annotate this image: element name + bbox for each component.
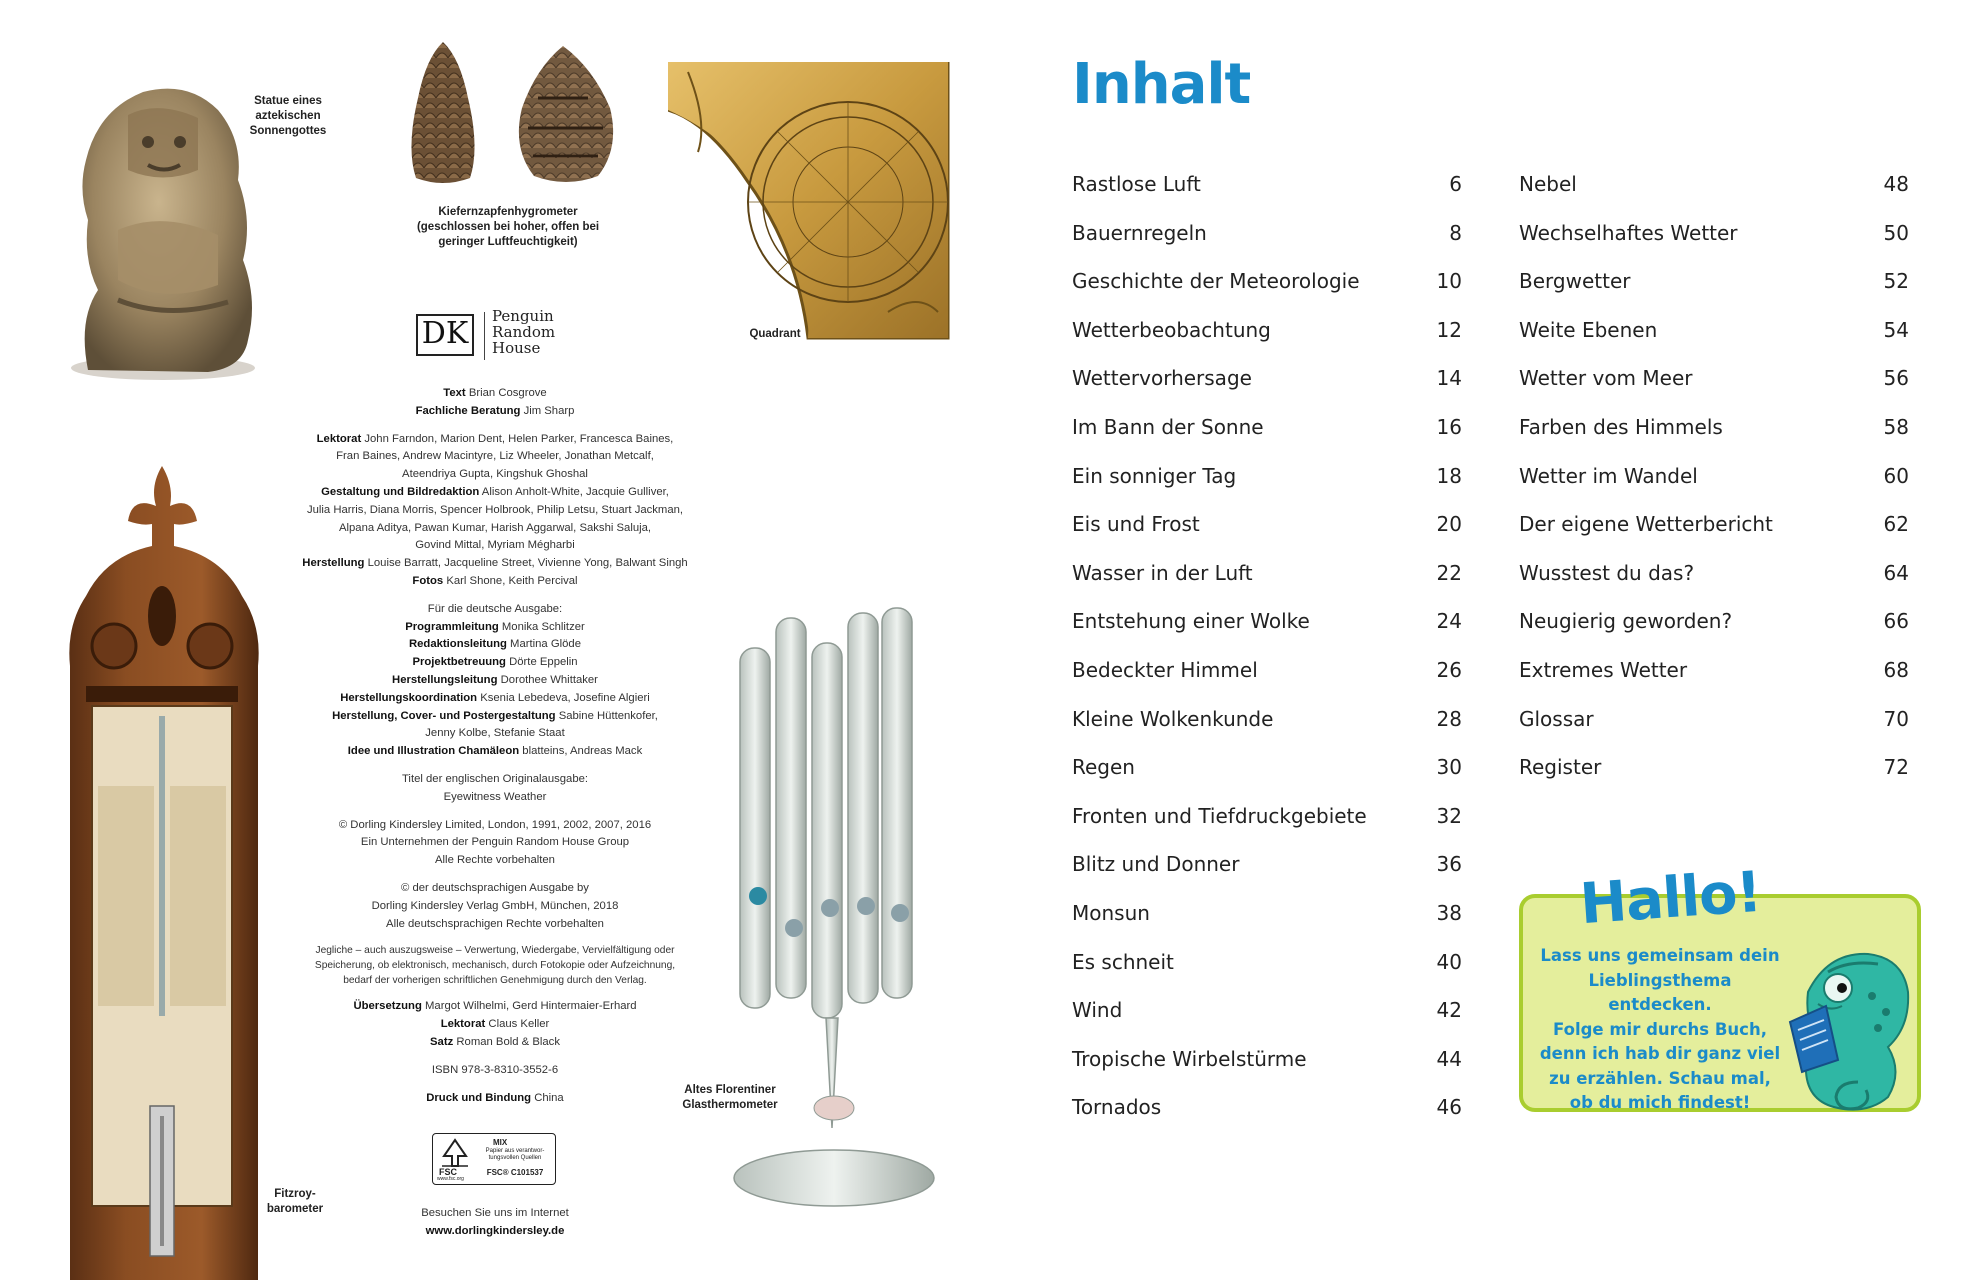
hallo-text: [1536, 944, 1784, 1116]
toc-entry-title: Extremes Wetter: [1519, 657, 1688, 682]
copyright-line: © der deutschsprachigen Ausgabe by: [401, 881, 589, 894]
toc-entry-page: 16: [1436, 414, 1462, 439]
barometer-caption-line: barometer: [266, 1203, 324, 1215]
credit-lektorat-2: Lektorat Claus Keller: [440, 1018, 550, 1031]
website-url: www.dorlingkindersley.de: [425, 1224, 565, 1237]
toc-entry-title: Ein sonniger Tag: [1072, 463, 1237, 488]
orig-title-value: Eyewitness Weather: [443, 790, 547, 803]
toc-title: Inhalt: [1072, 52, 1251, 117]
fsc-code: FSC® C101537: [486, 1168, 544, 1177]
toc-entry-title: Wechselhaftes Wetter: [1519, 220, 1738, 245]
toc-entry-page: 56: [1883, 366, 1909, 391]
toc-entry-title: Geschichte der Meteorologie: [1072, 269, 1360, 294]
credit-line: Alpana Aditya, Pawan Kumar, Harish Aggarwal, Sakshi Saluja,: [338, 521, 652, 534]
toc-entry[interactable]: [1519, 213, 1909, 262]
credits-main: [265, 385, 725, 421]
credit-satz: Satz Roman Bold & Black: [430, 1035, 560, 1048]
fitzroy-barometer-image: [62, 466, 262, 1280]
orig-title-label: Titel der englischen Originalausgabe:: [401, 772, 589, 785]
toc-entry[interactable]: [1519, 504, 1909, 553]
toc-entry[interactable]: [1072, 601, 1462, 650]
toc-entry[interactable]: [1072, 1087, 1462, 1136]
toc-entry[interactable]: [1072, 796, 1462, 845]
credit-print: Druck und Bindung China: [426, 1091, 564, 1104]
credit-hl: Herstellungsleitung Dorothee Whittaker: [392, 673, 598, 686]
toc-entry-page: 22: [1436, 560, 1462, 585]
toc-entry-title: Entstehung einer Wolke: [1072, 609, 1310, 634]
toc-entry-title: Bedeckter Himmel: [1072, 657, 1258, 682]
toc-entry-page: 20: [1436, 512, 1462, 537]
toc-entry[interactable]: [1519, 601, 1909, 650]
toc-entry-page: 46: [1436, 1095, 1462, 1120]
toc-entry-title: Bauernregeln: [1072, 220, 1207, 245]
hallo-line: Folge mir durchs Buch,: [1553, 1019, 1767, 1039]
statue-caption: [238, 94, 338, 139]
toc-entry[interactable]: [1072, 650, 1462, 699]
legal-line: bedarf der vorherigen schriftlichen Genehmigung durch den Verlag.: [343, 975, 647, 987]
toc-entry[interactable]: [1072, 504, 1462, 553]
credit-cover: Herstellung, Cover- und Postergestaltung Sabine Hüttenkofer,: [332, 709, 658, 722]
fsc-logo: [432, 1133, 556, 1185]
prh-line: Penguin: [492, 307, 554, 325]
fsc-line: Papier aus verantwor-: [485, 1148, 545, 1154]
copyright-line: Dorling Kindersley Verlag GmbH, München, 2018: [371, 899, 619, 912]
toc-entry-title: Es schneit: [1072, 949, 1174, 974]
statue-caption-line: aztekischen: [255, 110, 321, 122]
credit-red: Redaktionsleitung Martina Glöde: [408, 638, 581, 651]
credits-german: [265, 601, 725, 761]
toc-entry-page: 60: [1883, 463, 1909, 488]
hallo-line: zu erzählen. Schau mal,: [1549, 1068, 1771, 1088]
credit-line: Jenny Kolbe, Stefanie Staat: [425, 727, 565, 740]
statue-caption-line: Statue eines: [254, 95, 322, 107]
toc-entry-title: Monsun: [1072, 900, 1150, 925]
toc-entry-page: 40: [1436, 949, 1462, 974]
toc-entry-page: 58: [1883, 414, 1909, 439]
copyright-line: Alle Rechte vorbehalten: [435, 854, 555, 867]
credit-translation: Übersetzung Margot Wilhelmi, Gerd Hintermaier-Erhard: [353, 1000, 637, 1013]
toc-entry-page: 44: [1436, 1046, 1462, 1071]
toc-entry-page: 50: [1883, 220, 1909, 245]
copyright-2: [265, 880, 725, 933]
toc-entry-page: 64: [1883, 560, 1909, 585]
thermometer-caption-line: Glasthermometer: [682, 1099, 778, 1111]
pinecone-caption-line: Kiefernzapfenhygrometer: [438, 206, 578, 218]
toc-entry-page: 42: [1436, 998, 1462, 1023]
toc-entry-title: Wetterbeobachtung: [1072, 317, 1271, 342]
toc-entry[interactable]: [1072, 456, 1462, 505]
toc-entry[interactable]: [1072, 990, 1462, 1039]
toc-entry-page: 14: [1436, 366, 1462, 391]
toc-entry[interactable]: [1072, 310, 1462, 359]
hallo-line: Lieblingsthema entdecken.: [1588, 970, 1732, 1014]
fsc-web: www.fsc.org: [437, 1176, 464, 1182]
credit-proj: Projektbetreuung Dörte Eppelin: [412, 656, 578, 669]
toc-entry[interactable]: [1519, 553, 1909, 602]
credits-team: [265, 431, 725, 591]
toc-right-column: [1519, 164, 1909, 796]
toc-entry-page: 54: [1883, 317, 1909, 342]
credit-design: Gestaltung und Bildredaktion Alison Anholt-White, Jacquie Gulliver,: [321, 485, 669, 498]
toc-entry[interactable]: [1072, 747, 1462, 796]
toc-entry[interactable]: [1072, 699, 1462, 748]
toc-left-column: [1072, 164, 1462, 1136]
hallo-line: ob du mich findest!: [1569, 1093, 1751, 1112]
fsc-line: tungsvollen Quellen: [488, 1155, 542, 1161]
quadrant-caption: Quadrant: [749, 328, 801, 340]
toc-entry-title: Rastlose Luft: [1072, 172, 1201, 196]
toc-entry-page: 36: [1436, 852, 1462, 877]
toc-entry[interactable]: [1072, 407, 1462, 456]
toc-entry-title: Wetter im Wandel: [1519, 463, 1698, 488]
toc-entry-page: 66: [1883, 609, 1909, 634]
toc-entry-page: 48: [1883, 172, 1909, 196]
toc-entry-page: 6: [1449, 172, 1462, 196]
aztec-statue-image: [58, 70, 258, 380]
toc-entry-page: 62: [1883, 512, 1909, 537]
credit-photos: Fotos Karl Shone, Keith Percival: [412, 574, 578, 587]
toc-entry-title: Kleine Wolkenkunde: [1072, 706, 1274, 731]
imprint-block: [265, 385, 725, 1117]
barometer-caption-line: Fitzroy-: [274, 1188, 316, 1200]
copyright-1: [265, 817, 725, 870]
toc-entry[interactable]: [1519, 650, 1909, 699]
thermometer-caption: [665, 1083, 795, 1113]
toc-entry-page: 72: [1883, 755, 1909, 780]
toc-entry[interactable]: [1072, 844, 1462, 893]
toc-entry-title: Nebel: [1519, 172, 1577, 196]
pinecone-caption-line: (geschlossen bei hoher, offen bei: [416, 221, 600, 233]
quadrant-image: [668, 62, 950, 340]
toc-entry-page: 32: [1436, 803, 1462, 828]
toc-entry-title: Regen: [1072, 755, 1135, 780]
prh-line: House: [492, 339, 541, 357]
pinecone-hygrometer-image: [388, 38, 628, 188]
toc-entry-page: 38: [1436, 900, 1462, 925]
toc-entry-page: 30: [1436, 755, 1462, 780]
logo-divider: [484, 312, 485, 360]
credit-prog: Programmleitung Monika Schlitzer: [405, 620, 585, 633]
toc-entry[interactable]: [1072, 358, 1462, 407]
pinecone-caption-line: geringer Luftfeuchtigkeit): [438, 236, 578, 248]
toc-entry-title: Farben des Himmels: [1519, 414, 1723, 439]
toc-entry-title: Neugierig geworden?: [1519, 609, 1733, 634]
toc-entry[interactable]: [1519, 310, 1909, 359]
toc-entry[interactable]: [1519, 358, 1909, 407]
toc-entry[interactable]: [1072, 1039, 1462, 1088]
copyright-line: Alle deutschsprachigen Rechte vorbehalten: [386, 917, 604, 930]
credits-translation: [265, 998, 725, 1051]
legal-notice: [265, 943, 725, 988]
toc-entry[interactable]: [1072, 942, 1462, 991]
toc-entry-title: Weite Ebenen: [1519, 317, 1658, 342]
website-label: Besuchen Sie uns im Internet: [421, 1207, 569, 1219]
toc-entry-title: Eis und Frost: [1072, 512, 1200, 537]
toc-entry[interactable]: [1072, 553, 1462, 602]
toc-entry-title: Der eigene Wetterbericht: [1519, 512, 1773, 537]
toc-entry[interactable]: [1072, 164, 1462, 213]
toc-entry-title: Im Bann der Sonne: [1072, 414, 1264, 439]
toc-entry[interactable]: [1519, 699, 1909, 748]
credit-hk: Herstellungskoordination Ksenia Lebedeva, Josefine Algieri: [340, 691, 650, 704]
pinecone-caption: [388, 205, 628, 250]
credit-line: Ateendriya Gupta, Kingshuk Ghoshal: [402, 468, 588, 481]
toc-entry-title: Blitz und Donner: [1072, 852, 1240, 877]
toc-entry-page: 68: [1883, 657, 1909, 682]
toc-entry-title: Tornados: [1072, 1095, 1162, 1120]
prh-line: Random: [492, 323, 556, 341]
fsc-tree-icon: [438, 1138, 472, 1168]
toc-entry[interactable]: [1519, 407, 1909, 456]
dk-logo-icon: [416, 314, 474, 356]
toc-entry-page: 52: [1883, 269, 1909, 294]
toc-entry-title: Glossar: [1519, 706, 1594, 731]
publisher-logo: [416, 307, 596, 362]
toc-entry[interactable]: [1519, 164, 1909, 213]
penguin-random-house: [492, 308, 555, 356]
fsc-mix: MIX: [493, 1138, 508, 1147]
credit-line: Fran Baines, Andrew Macintyre, Liz Wheeler, Jonathan Metcalf,: [336, 450, 654, 463]
credit-lektorat: Lektorat John Farndon, Marion Dent, Helen Parker, Francesca Baines,: [316, 432, 674, 445]
toc-entry[interactable]: [1072, 213, 1462, 262]
website-block: [365, 1205, 625, 1240]
toc-entry[interactable]: [1519, 456, 1909, 505]
chameleon-mascot-icon: [1768, 932, 1918, 1116]
toc-entry-title: Wusstest du das?: [1519, 560, 1695, 585]
original-title: [265, 771, 725, 807]
credit-idea: Idee und Illustration Chamäleon blatteins, Andreas Mack: [347, 745, 643, 758]
credit-text: Text Brian Cosgrove: [443, 387, 547, 399]
toc-entry-page: 70: [1883, 706, 1909, 731]
credit-advice: Fachliche Beratung Jim Sharp: [415, 404, 575, 417]
toc-entry-page: 28: [1436, 706, 1462, 731]
toc-entry[interactable]: [1072, 893, 1462, 942]
dk-letters: DK: [421, 316, 469, 351]
thermometer-caption-line: Altes Florentiner: [684, 1084, 776, 1096]
german-heading: Für die deutsche Ausgabe:: [427, 602, 563, 615]
toc-entry-page: 18: [1436, 463, 1462, 488]
legal-line: Jegliche – auch auszugsweise – Verwertung, Wiedergabe, Vervielfältigung oder: [315, 945, 675, 957]
statue-caption-line: Sonnengottes: [249, 125, 327, 137]
toc-entry-page: 12: [1436, 317, 1462, 342]
toc-entry-title: Wind: [1072, 998, 1123, 1023]
credit-production: Herstellung Louise Barratt, Jacqueline Street, Vivienne Yong, Balwant Singh: [302, 557, 688, 570]
toc-entry-title: Tropische Wirbelstürme: [1072, 1046, 1307, 1071]
toc-entry-title: Wetter vom Meer: [1519, 366, 1693, 391]
toc-entry[interactable]: [1519, 261, 1909, 310]
toc-entry-title: Wasser in der Luft: [1072, 560, 1253, 585]
hallo-line: Lass uns gemeinsam dein: [1540, 946, 1780, 965]
toc-entry-page: 8: [1449, 220, 1462, 245]
toc-entry-title: Fronten und Tiefdruckgebiete: [1072, 803, 1367, 828]
toc-entry-page: 26: [1436, 657, 1462, 682]
credit-line: Julia Harris, Diana Morris, Spencer Holbrook, Philip Letsu, Stuart Jackman,: [306, 503, 684, 516]
hallo-title: Hallo!: [1577, 859, 1764, 938]
copyright-line: © Dorling Kindersley Limited, London, 1991, 2002, 2007, 2016: [338, 818, 652, 831]
credit-line: Govind Mittal, Myriam Mégharbi: [415, 539, 575, 552]
hallo-line: denn ich hab dir ganz viel: [1539, 1044, 1781, 1063]
legal-line: Speicherung, ob elektronisch, mechanisch, durch Fotokopie oder Aufzeichnung,: [314, 960, 676, 972]
toc-entry[interactable]: [1519, 747, 1909, 796]
florentine-thermometer-image: [722, 588, 944, 1218]
isbn: ISBN 978-3-8310-3552-6: [431, 1063, 559, 1076]
toc-entry-title: Register: [1519, 755, 1602, 780]
fsc-text: FSC: [439, 1167, 457, 1177]
toc-entry-title: Bergwetter: [1519, 269, 1631, 294]
barometer-caption: [250, 1187, 340, 1217]
copyright-line: Ein Unternehmen der Penguin Random House Group: [360, 836, 630, 849]
toc-entry-page: 24: [1436, 609, 1462, 634]
toc-entry[interactable]: [1072, 261, 1462, 310]
toc-entry-title: Wettervorhersage: [1072, 366, 1252, 391]
toc-entry-page: 10: [1436, 269, 1462, 294]
